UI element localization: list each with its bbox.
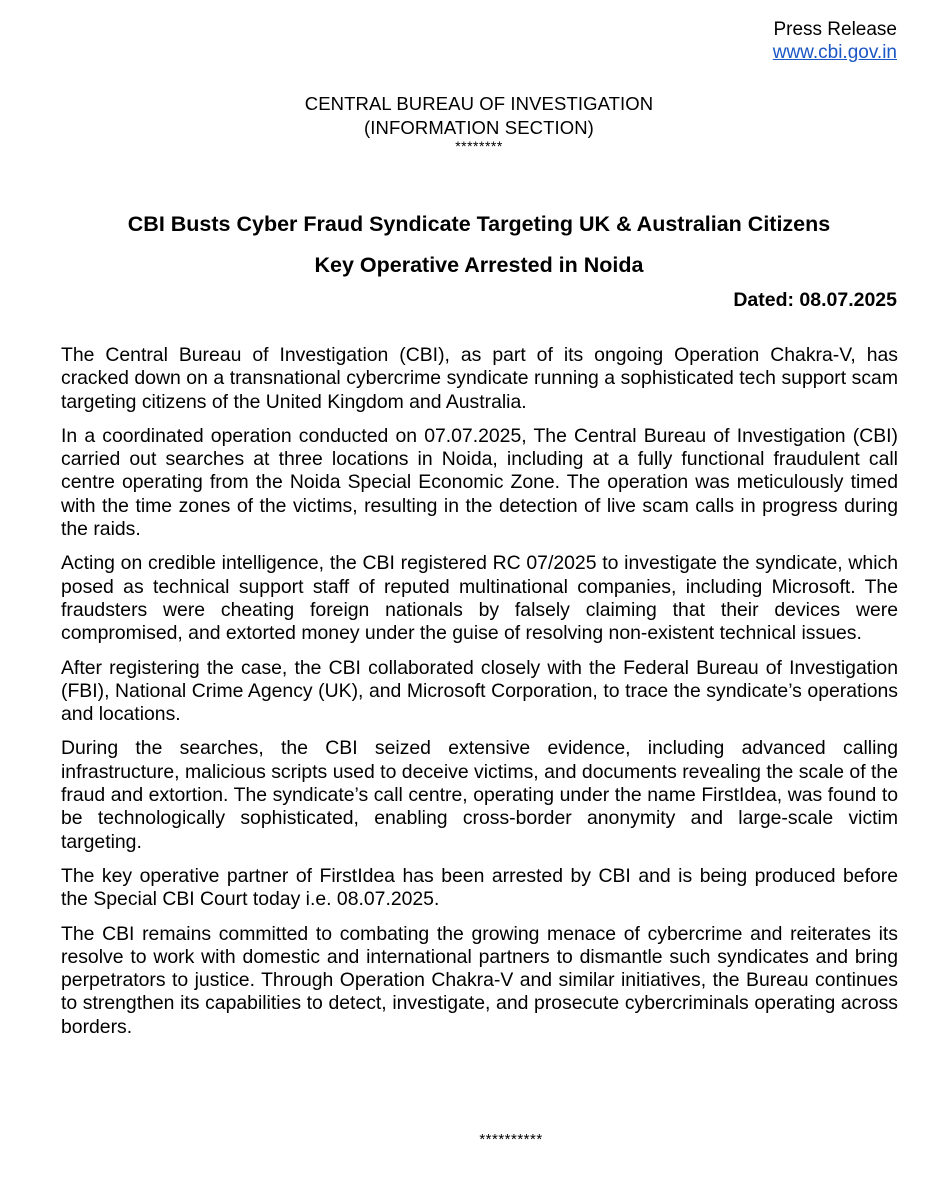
body-paragraph: Acting on credible intelligence, the CBI registered RC 07/2025 to investigate the syndicate, which posed as technical support staff of reputed multinational companies, including Microsoft. The fraudsters were cheating foreign nationals by falsely claiming that their devices were compromised, and extorted money under the guise of resolving non-existent technical issues. bbox=[61, 552, 898, 645]
body-paragraph: During the searches, the CBI seized extensive evidence, including advanced calling infrastructure, malicious scripts used to deceive victims, and documents revealing the scale of the fraud and extortion. The syndicate’s call centre, operating under the name FirstIdea, was found to be technologically sophisticated, enabling cross-border anonymity and large-scale victim targeting. bbox=[61, 737, 898, 853]
body-paragraph: The key operative partner of FirstIdea has been arrested by CBI and is being produced before the Special CBI Court today i.e. 08.07.2025. bbox=[61, 864, 898, 911]
body-paragraph: The Central Bureau of Investigation (CBI), as part of its ongoing Operation Chakra-V, has cracked down on a transnational cybercrime syndicate running a sophisticated tech support scam targeting citizens of the United Kingdom and Australia. bbox=[61, 344, 898, 413]
body-paragraph: After registering the case, the CBI collaborated closely with the Federal Bureau of Investigation (FBI), National Crime Agency (UK), and Microsoft Corporation, to trace the syndicate’s operations and locations. bbox=[61, 656, 898, 726]
organization-section: (INFORMATION SECTION) bbox=[364, 117, 594, 138]
organization-separator: ******** bbox=[455, 138, 503, 154]
organization-name: CENTRAL BUREAU OF INVESTIGATION bbox=[304, 93, 654, 114]
press-release-header bbox=[773, 18, 897, 64]
press-release-label: Press Release bbox=[773, 19, 897, 40]
headline-subtitle: Key Operative Arrested in Noida bbox=[314, 253, 644, 277]
organization-header bbox=[0, 92, 934, 152]
headline-title: CBI Busts Cyber Fraud Syndicate Targeting UK & Australian Citizens bbox=[127, 212, 831, 236]
body-paragraph: The CBI remains committed to combating the growing menace of cybercrime and reiterates its resolve to work with domestic and international partners to dismantle such syndicates and bring perpetrators to justice. Through Operation Chakra-V and similar initiatives, the Bureau continues to strengthen its capabilities to detect, investigate, and prosecute cybercriminals operating across borders. bbox=[61, 922, 898, 1038]
release-date: Dated: 08.07.2025 bbox=[733, 289, 897, 311]
release-body bbox=[61, 344, 898, 1050]
website-link[interactable]: www.cbi.gov.in bbox=[772, 42, 897, 63]
body-paragraph: In a coordinated operation conducted on 07.07.2025, The Central Bureau of Investigation (CBI) carried out searches at three locations in Noida, including at a fully functional fraudulent call centre operating from the Noida Special Economic Zone. The operation was meticulously timed with the time zones of the victims, resulting in the detection of live scam calls in progress during the raids. bbox=[61, 424, 898, 541]
end-marker: ********** bbox=[479, 1131, 543, 1148]
